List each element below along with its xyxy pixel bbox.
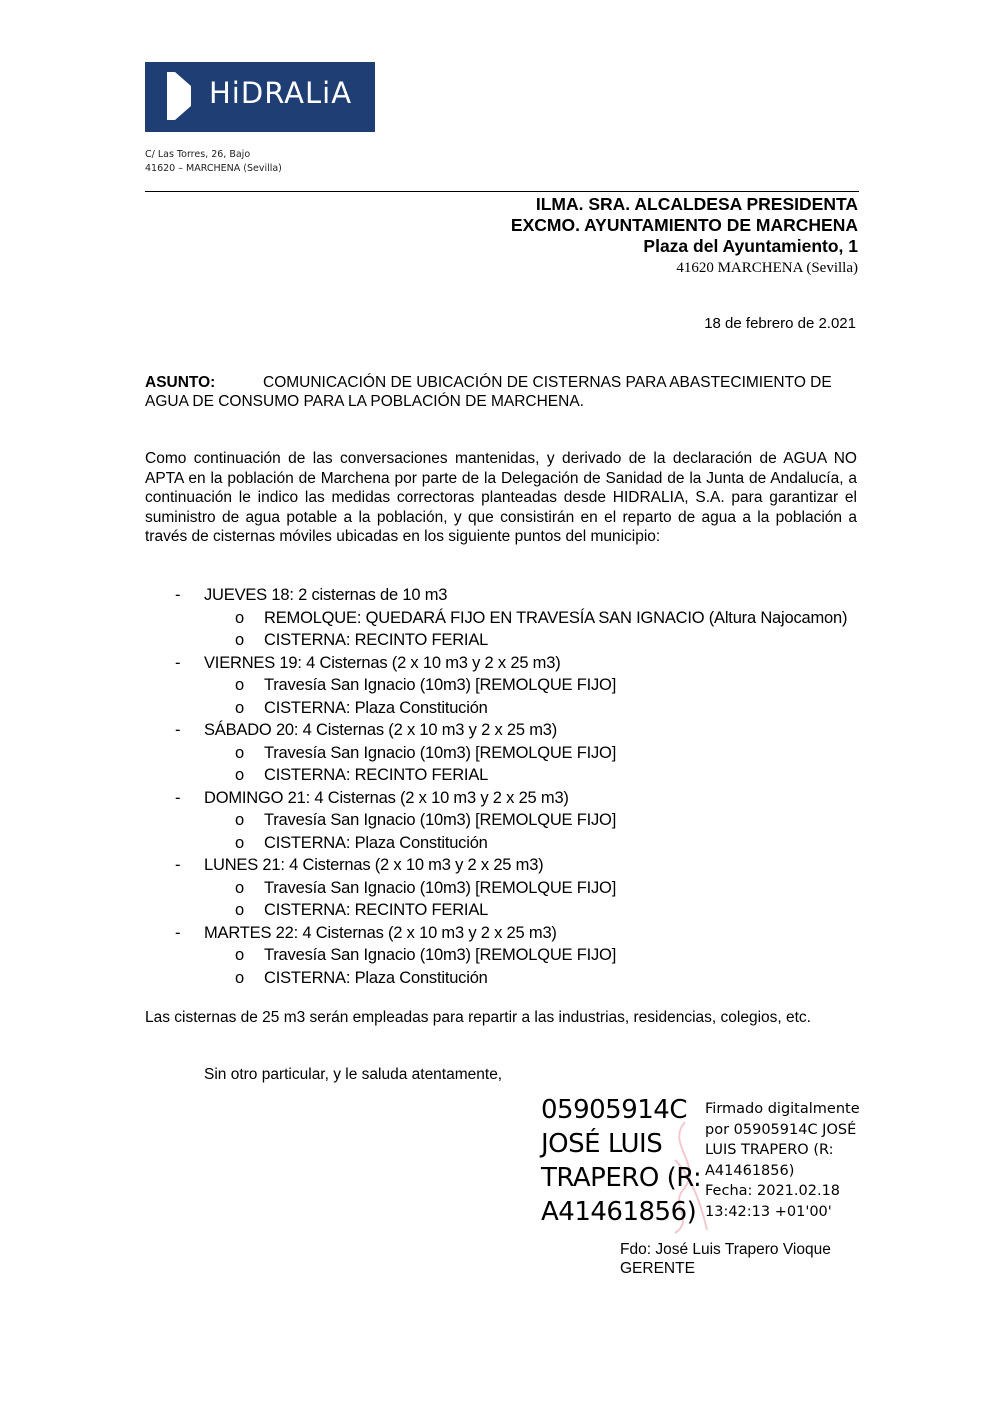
schedule-location-text: CISTERNA: Plaza Constitución [264, 833, 488, 852]
circle-bullet: o [235, 833, 244, 852]
salutation: Sin otro particular, y le saluda atentamente, [204, 1066, 503, 1083]
signature-info [705, 1099, 860, 1222]
signatory-block [620, 1240, 831, 1278]
schedule-day-label: DOMINGO 21: 4 Cisternas (2 x 10 m3 y 2 x 25 m3) [204, 788, 569, 807]
schedule-day [175, 854, 847, 877]
schedule-day [175, 922, 847, 945]
recipient-city: 41620 MARCHENA (Sevilla) [676, 260, 858, 276]
dash-bullet: - [175, 721, 181, 739]
schedule-location-text: Travesía San Ignacio (10m3) [REMOLQUE FIJO] [264, 811, 617, 829]
schedule-location-text: CISTERNA: RECINTO FERIAL [264, 901, 489, 919]
sender-address-line: 41620 – MARCHENA (Sevilla) [145, 163, 282, 174]
schedule-location [175, 607, 847, 630]
subject-block [145, 373, 857, 411]
sender-address-line: C/ Las Torres, 26, Bajo [145, 149, 251, 160]
schedule-location [175, 877, 847, 900]
schedule-location [175, 832, 847, 855]
sender-address [145, 148, 282, 176]
schedule-location [175, 764, 847, 787]
dash-bullet: - [175, 923, 181, 942]
signature-info-line: Fecha: 2021.02.18 [705, 1183, 841, 1199]
schedule-location-text: Travesía San Ignacio (10m3) [REMOLQUE FIJO] [264, 676, 617, 694]
signatory-title: GERENTE [620, 1260, 695, 1277]
circle-bullet: o [235, 946, 244, 964]
signature-info-line: Firmado digitalmente [705, 1101, 860, 1117]
subject-label: ASUNTO: [145, 374, 216, 391]
schedule-location-text: Travesía San Ignacio (10m3) [REMOLQUE FIJO] [264, 946, 617, 964]
body-paragraph: Como continuación de las conversaciones mantenidas, y derivado de la declaración de AGUA NO APTA en la población de Marchena por parte de la Delegación de Sanidad de la Junta de Andalucía, a continuación le indico las medidas correctoras planteadas desde HIDRALIA, S.A. para garantizar el suministro de agua potable a la población, y que consistirán en el reparto de agua a la población a través de cisternas móviles ubicadas en los siguiente puntos del municipio: [145, 450, 857, 546]
recipient-line: EXCMO. AYUNTAMIENTO DE MARCHENA [510, 215, 858, 235]
signature-name-line: TRAPERO (R: [541, 1163, 702, 1193]
circle-bullet: o [235, 631, 244, 649]
circle-bullet: o [235, 608, 244, 627]
schedule-location-text: Travesía San Ignacio (10m3) [REMOLQUE FIJO] [264, 743, 617, 762]
closing-paragraph: Las cisternas de 25 m3 serán empleadas para repartir a las industrias, residencias, colegios, etc. [145, 1009, 811, 1026]
schedule-day [175, 652, 847, 675]
circle-bullet: o [235, 968, 244, 987]
dash-bullet: - [175, 653, 181, 672]
signature-info-line: A41461856) [705, 1162, 795, 1179]
schedule-location-text: REMOLQUE: QUEDARÁ FIJO EN TRAVESÍA SAN IGNACIO (Altura Najocamon) [264, 608, 848, 627]
schedule-location [175, 742, 847, 765]
schedule-location-text: CISTERNA: RECINTO FERIAL [264, 766, 489, 784]
schedule-day-label: VIERNES 19: 4 Cisternas (2 x 10 m3 y 2 x 25 m3) [204, 653, 561, 672]
schedule-location-text: CISTERNA: Plaza Constitución [264, 698, 488, 717]
schedule-location [175, 809, 847, 832]
signature-name-line: A41461856) [541, 1197, 697, 1227]
logo-mark-icon [167, 72, 191, 120]
signature-name [541, 1093, 701, 1229]
company-logo [145, 62, 375, 132]
circle-bullet: o [235, 676, 244, 694]
schedule-day-label: JUEVES 18: 2 cisternas de 10 m3 [204, 586, 448, 604]
schedule-location-text: Travesía San Ignacio (10m3) [REMOLQUE FIJO] [264, 878, 617, 897]
signature-name-line: 05905914C [541, 1095, 687, 1125]
schedule-day [175, 584, 847, 607]
schedule-location-text: CISTERNA: RECINTO FERIAL [264, 631, 489, 649]
recipient-line: Plaza del Ayuntamiento, 1 [643, 236, 858, 256]
schedule-day-label: MARTES 22: 4 Cisternas (2 x 10 m3 y 2 x 25 m3) [204, 923, 557, 942]
circle-bullet: o [235, 743, 244, 762]
circle-bullet: o [235, 901, 244, 919]
circle-bullet: o [235, 811, 244, 829]
schedule-location-text: CISTERNA: Plaza Constitución [264, 968, 488, 987]
recipient-block [511, 194, 858, 279]
signature-info-line: 13:42:13 +01'00' [705, 1203, 832, 1220]
schedule-list [175, 584, 847, 989]
dash-bullet: - [175, 856, 181, 874]
schedule-day-label: LUNES 21: 4 Cisternas (2 x 10 m3 y 2 x 25 m3) [204, 856, 544, 874]
schedule-day [175, 787, 847, 810]
dash-bullet: - [175, 788, 181, 807]
schedule-location [175, 944, 847, 967]
header-divider [145, 191, 859, 192]
dash-bullet: - [175, 586, 181, 604]
schedule-location [175, 697, 847, 720]
schedule-day [175, 719, 847, 742]
letter-date: 18 de febrero de 2.021 [704, 315, 856, 332]
schedule-location [175, 629, 847, 652]
schedule-location [175, 674, 847, 697]
recipient-line: ILMA. SRA. ALCALDESA PRESIDENTA [535, 194, 858, 214]
schedule-day-label: SÁBADO 20: 4 Cisternas (2 x 10 m3 y 2 x 25 m3) [204, 721, 558, 739]
logo-text: HiDRALiA [209, 76, 353, 110]
schedule-location [175, 967, 847, 990]
schedule-location [175, 899, 847, 922]
signature-info-line: LUIS TRAPERO (R: [705, 1142, 834, 1158]
signatory-name: Fdo: José Luis Trapero Vioque [620, 1241, 831, 1258]
circle-bullet: o [235, 698, 244, 717]
circle-bullet: o [235, 878, 244, 897]
circle-bullet: o [235, 766, 244, 784]
signature-info-line: por 05905914C JOSÉ [705, 1121, 857, 1138]
signature-name-line: JOSÉ LUIS [541, 1129, 663, 1159]
subject-text: COMUNICACIÓN DE UBICACIÓN DE CISTERNAS PARA ABASTECIMIENTO DE AGUA DE CONSUMO PARA LA POBLACIÓN DE MARCHENA. [145, 374, 832, 410]
